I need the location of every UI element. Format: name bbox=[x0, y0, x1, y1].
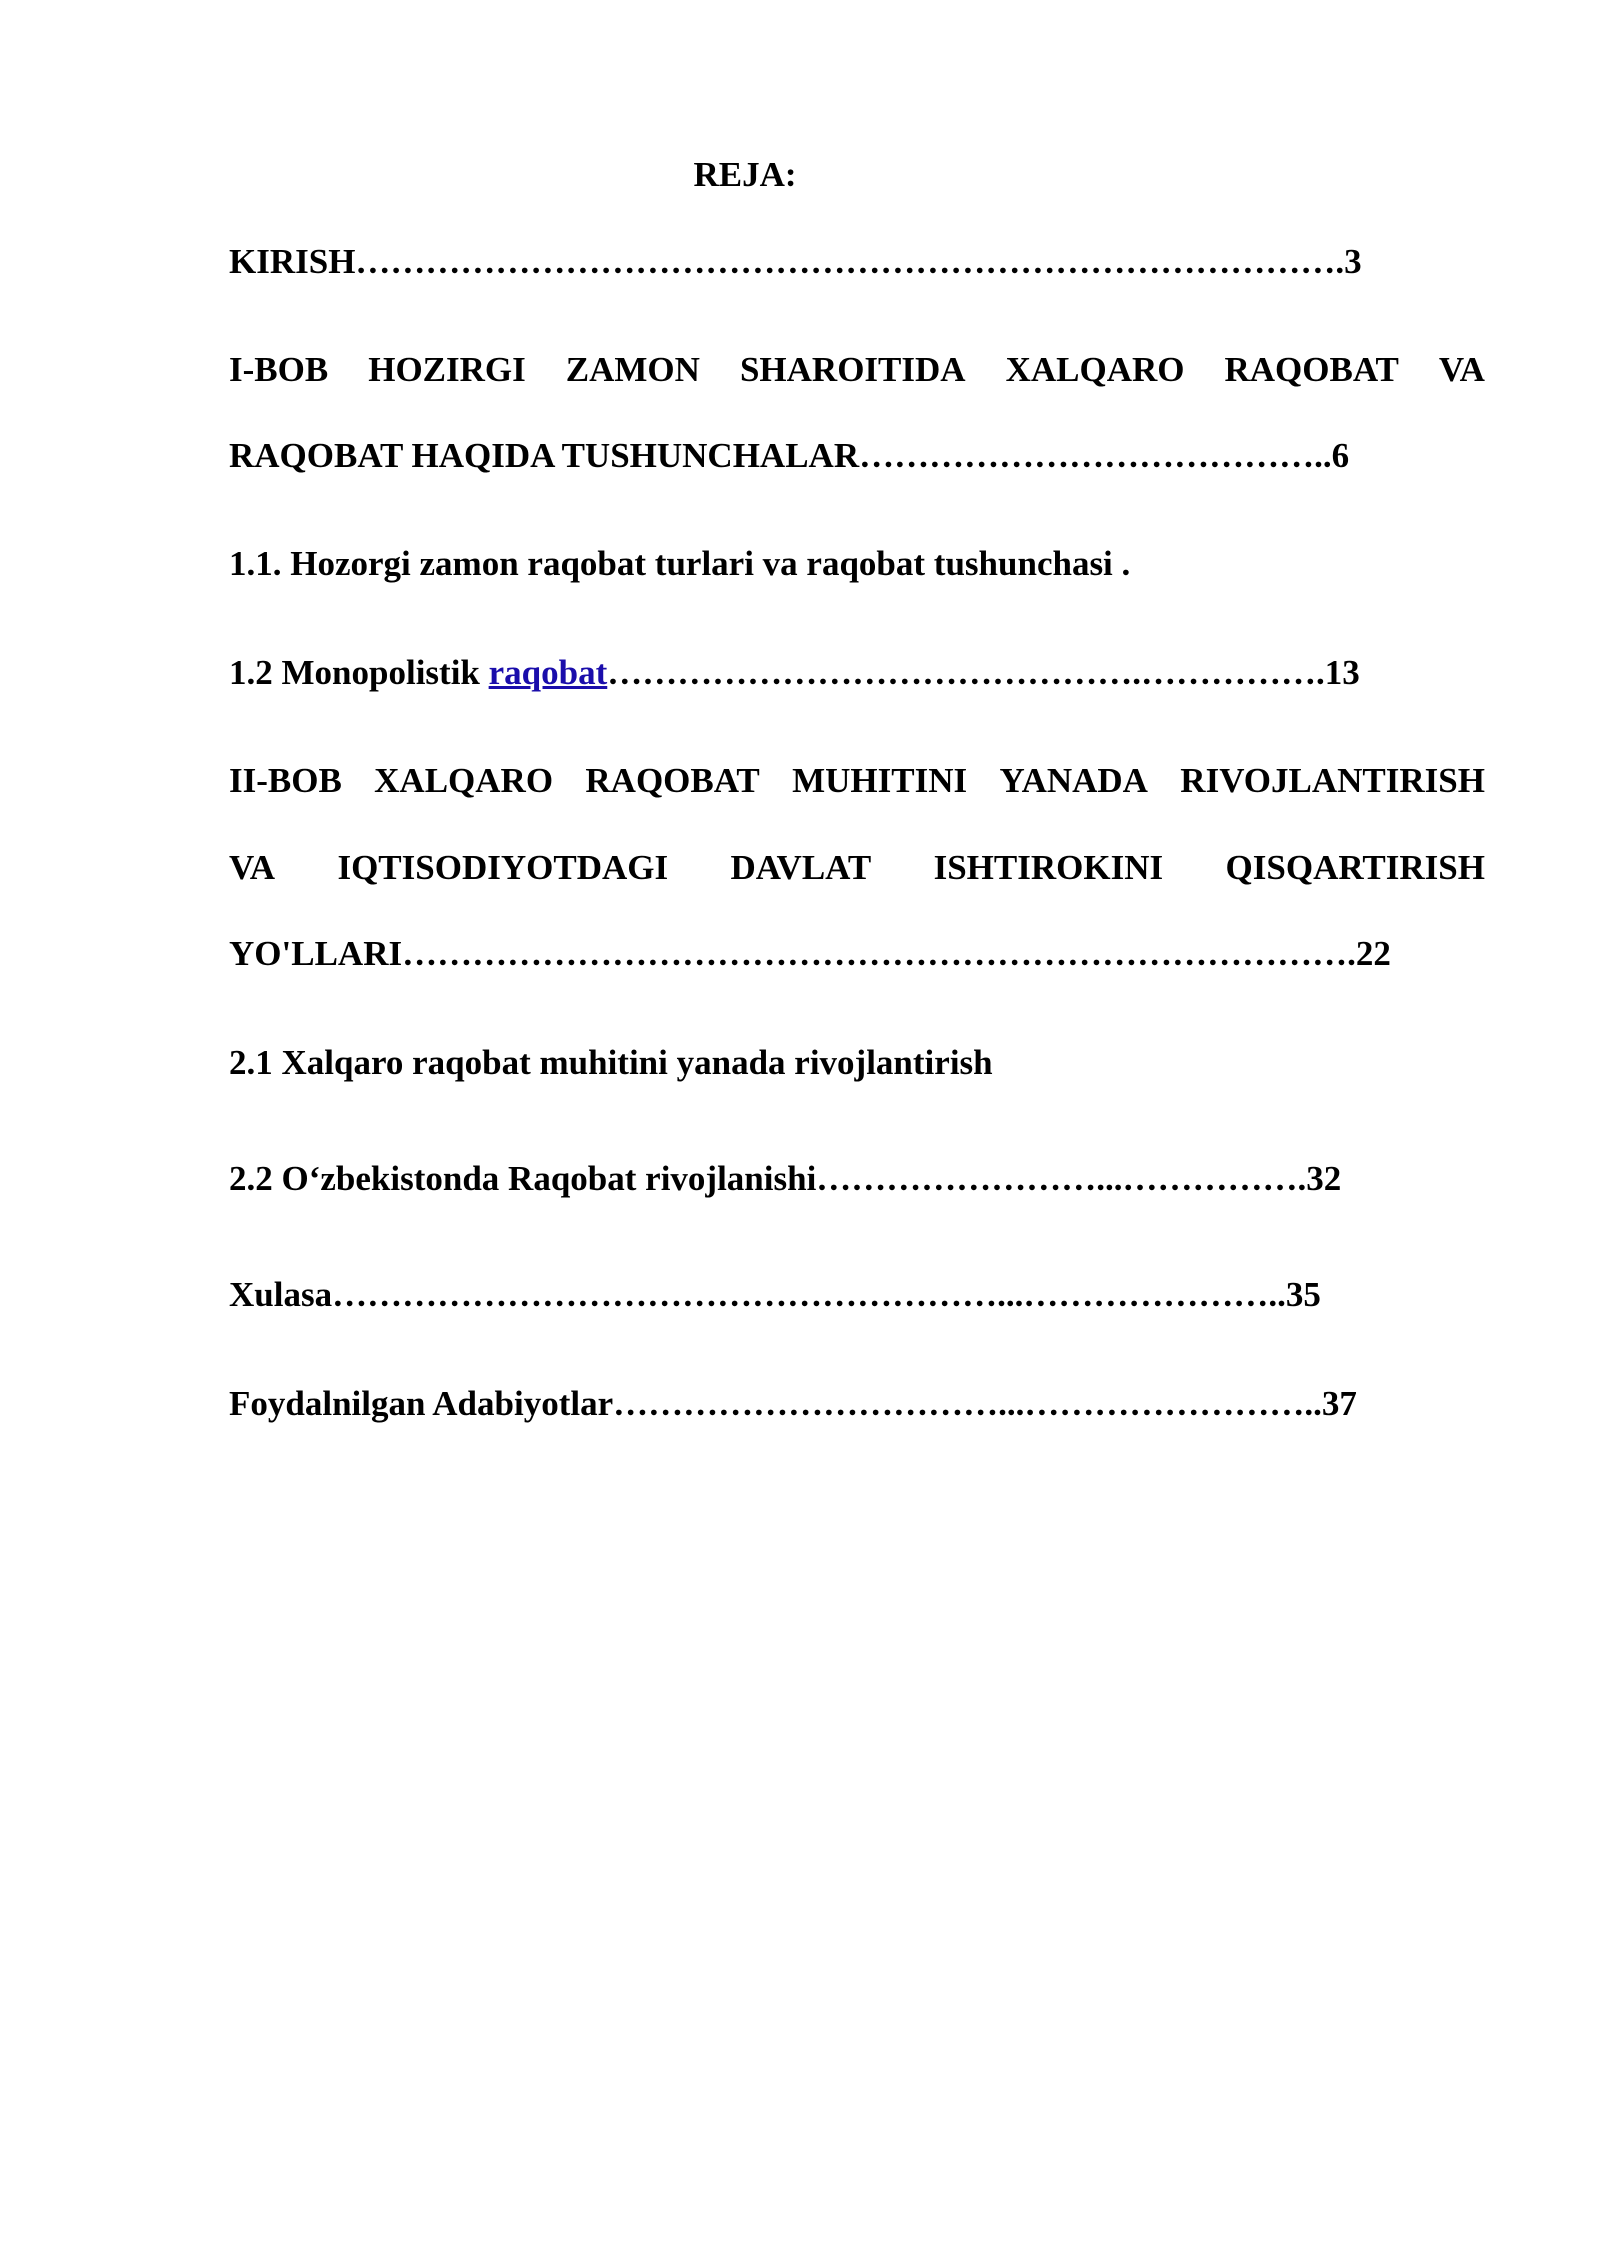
toc-chapter-2-continuation: YO'LLARI……………………………………………………………………….22 bbox=[229, 934, 1391, 973]
heading-word: YANADA bbox=[999, 761, 1148, 800]
toc-chapter-2-heading-line-2 bbox=[229, 843, 1485, 893]
heading-word: XALQARO bbox=[374, 761, 554, 800]
toc-section-1-1: 1.1. Hozorgi zamon raqobat turlari va raqobat tushunchasi . bbox=[229, 544, 1131, 583]
heading-word: I-BOB bbox=[229, 350, 329, 389]
heading-word: XALQARO bbox=[1005, 350, 1185, 389]
toc-entry-xulasa: Xulasa…………………………………………………...…………………..35 bbox=[229, 1275, 1321, 1314]
leader-dots-page: ……………………………………….…………….13 bbox=[607, 653, 1360, 692]
heading-word: SHAROITIDA bbox=[739, 350, 966, 389]
heading-word: VA bbox=[229, 848, 276, 887]
toc-section-2-1: 2.1 Xalqaro raqobat muhitini yanada rivojlantirish bbox=[229, 1043, 993, 1082]
toc-entry-kirish: KIRISH………………………………………………………………………….3 bbox=[229, 242, 1362, 281]
heading-word: RAQOBAT bbox=[585, 761, 760, 800]
page-title: REJA: bbox=[693, 155, 797, 194]
heading-word: QISQARTIRISH bbox=[1225, 848, 1485, 887]
toc-chapter-1-continuation: RAQOBAT HAQIDA TUSHUNCHALAR…………………………………..6 bbox=[229, 436, 1350, 475]
toc-entry-adabiyotlar: Foydalnilgan Adabiyotlar……………………………...……………………..37 bbox=[229, 1384, 1357, 1423]
toc-chapter-1-heading bbox=[229, 345, 1485, 395]
heading-word: VA bbox=[1438, 350, 1485, 389]
heading-word: MUHITINI bbox=[792, 761, 968, 800]
heading-word: RAQOBAT bbox=[1224, 350, 1399, 389]
heading-word: DAVLAT bbox=[730, 848, 872, 887]
heading-word: RIVOJLANTIRISH bbox=[1180, 761, 1485, 800]
toc-section-1-2 bbox=[229, 648, 1485, 698]
heading-word: HOZIRGI bbox=[368, 350, 526, 389]
heading-word: II-BOB bbox=[229, 761, 342, 800]
raqobat-link[interactable]: raqobat bbox=[488, 653, 608, 692]
section-label: 1.2 Monopolistik bbox=[229, 653, 489, 692]
toc-section-2-2: 2.2 O‘zbekistonda Raqobat rivojlanishi……………………...…………….32 bbox=[229, 1159, 1342, 1198]
heading-word: IQTISODIYOTDAGI bbox=[337, 848, 669, 887]
heading-word: ISHTIROKINI bbox=[933, 848, 1164, 887]
heading-word: ZAMON bbox=[565, 350, 700, 389]
toc-chapter-2-heading bbox=[229, 756, 1485, 806]
